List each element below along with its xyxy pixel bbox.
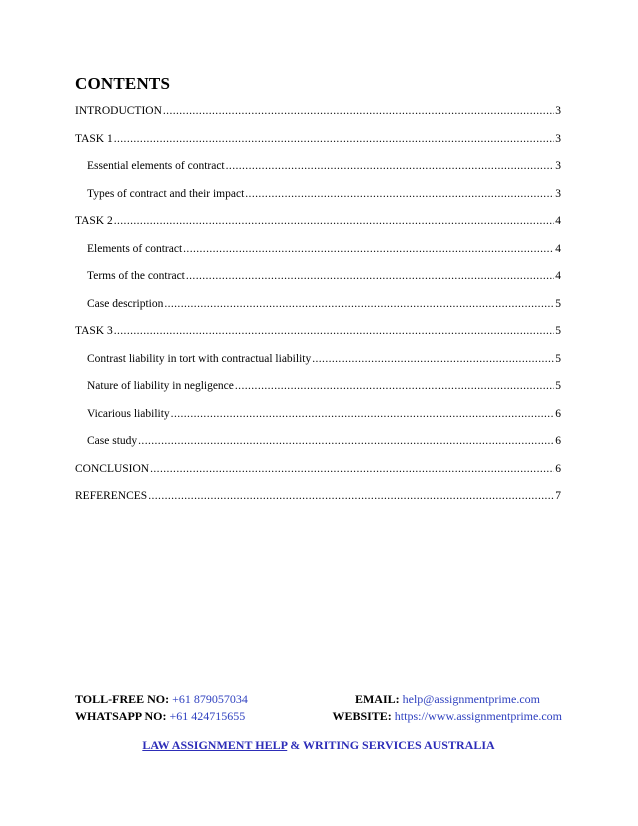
- toc-entry-label: Types of contract and their impact: [87, 187, 245, 200]
- toc-page-number: 5: [555, 325, 561, 337]
- toc-entry-essential-elements[interactable]: [75, 157, 561, 185]
- page-title: CONTENTS: [75, 74, 171, 93]
- toc-page-number: 4: [555, 242, 561, 255]
- toc-entry-references[interactable]: [75, 487, 561, 515]
- toc-dot-leader: [171, 407, 555, 421]
- toc-entry-label: TASK 2: [75, 215, 113, 227]
- tollfree-number[interactable]: +61 879057034: [172, 692, 248, 706]
- toc-entry-task-3[interactable]: [75, 322, 561, 350]
- toc-page-number: 3: [555, 187, 561, 200]
- whatsapp-number[interactable]: +61 424715655: [169, 709, 246, 723]
- toc-entry-elements-of-contract[interactable]: [75, 240, 561, 268]
- toc-entry-terms-of-contract[interactable]: [75, 267, 561, 295]
- toc-page-number: 4: [555, 270, 561, 282]
- toc-entry-contrast-liability[interactable]: [75, 350, 561, 378]
- toc-page-number: 5: [555, 380, 561, 392]
- website-info: [332, 708, 562, 725]
- toc-page-number: 7: [555, 490, 561, 502]
- footer-contact-block: [75, 691, 562, 725]
- toc-dot-leader: [164, 297, 554, 311]
- toc-entry-label: TASK 3: [75, 325, 113, 337]
- tollfree-label: TOLL-FREE NO:: [75, 692, 170, 706]
- toc-page-number: 5: [555, 297, 561, 310]
- toc-entry-label: Terms of the contract: [87, 270, 185, 282]
- toc-dot-leader: [148, 489, 554, 503]
- email-link[interactable]: help@assignmentprime.com: [402, 692, 540, 706]
- website-label: WEBSITE:: [332, 709, 392, 723]
- toc-dot-leader: [245, 187, 554, 201]
- toc-entry-conclusion[interactable]: [75, 460, 561, 488]
- toc-dot-leader: [114, 132, 555, 146]
- toc-entry-label: Case study: [87, 435, 138, 447]
- whatsapp-info: [75, 708, 245, 725]
- toc-entry-vicarious-liability[interactable]: [75, 405, 561, 433]
- whatsapp-label: WHATSAPP NO:: [75, 709, 167, 723]
- email-label: EMAIL:: [354, 692, 400, 706]
- toc-dot-leader: [186, 269, 554, 283]
- email-info: [355, 691, 540, 708]
- toc-page-number: 3: [555, 105, 561, 117]
- toc-dot-leader: [312, 352, 554, 366]
- toc-entry-case-description[interactable]: [75, 295, 561, 323]
- toc-entry-label: CONCLUSION: [75, 462, 150, 475]
- toc-page-number: 3: [555, 132, 561, 145]
- toc-entry-task-2[interactable]: [75, 212, 561, 240]
- toc-entry-label: REFERENCES: [75, 490, 148, 502]
- table-of-contents: [75, 102, 561, 515]
- toc-entry-liability-negligence[interactable]: [75, 377, 561, 405]
- toc-entry-label: INTRODUCTION: [75, 105, 162, 117]
- toc-entry-label: Nature of liability in negligence: [87, 380, 234, 392]
- footer-line-1: [75, 691, 562, 708]
- toc-page-number: 6: [555, 435, 561, 447]
- toc-page-number: 6: [555, 462, 561, 475]
- toc-entry-task-1[interactable]: [75, 130, 561, 158]
- tollfree-info: [75, 691, 248, 708]
- toc-entry-label: Elements of contract: [87, 242, 183, 255]
- toc-page-number: 3: [555, 160, 561, 172]
- toc-dot-leader: [150, 462, 554, 476]
- toc-entry-label: Case description: [87, 297, 164, 310]
- toc-dot-leader: [183, 242, 554, 256]
- toc-entry-case-study[interactable]: [75, 432, 561, 460]
- footer-line-2: [75, 708, 562, 725]
- toc-dot-leader: [226, 159, 555, 173]
- brand-tagline: & WRITING SERVICES AUSTRALIA: [287, 738, 495, 752]
- toc-dot-leader: [114, 214, 555, 228]
- toc-page-number: 4: [555, 215, 561, 227]
- toc-entry-label: Vicarious liability: [87, 407, 170, 420]
- toc-entry-label: TASK 1: [75, 132, 113, 145]
- toc-entry-types-of-contract[interactable]: [75, 185, 561, 213]
- toc-entry-label: Contrast liability in tort with contractual liability: [87, 352, 312, 365]
- toc-dot-leader: [114, 324, 555, 338]
- toc-dot-leader: [235, 379, 554, 393]
- brand-link[interactable]: LAW ASSIGNMENT HELP: [142, 738, 288, 752]
- toc-page-number: 6: [555, 407, 561, 420]
- footer-brand-line: [75, 738, 562, 753]
- toc-entry-introduction[interactable]: [75, 102, 561, 130]
- toc-dot-leader: [163, 104, 554, 118]
- toc-dot-leader: [138, 434, 554, 448]
- toc-entry-label: Essential elements of contract: [87, 160, 225, 172]
- website-link[interactable]: https://www.assignmentprime.com: [394, 709, 562, 723]
- toc-page-number: 5: [555, 352, 561, 365]
